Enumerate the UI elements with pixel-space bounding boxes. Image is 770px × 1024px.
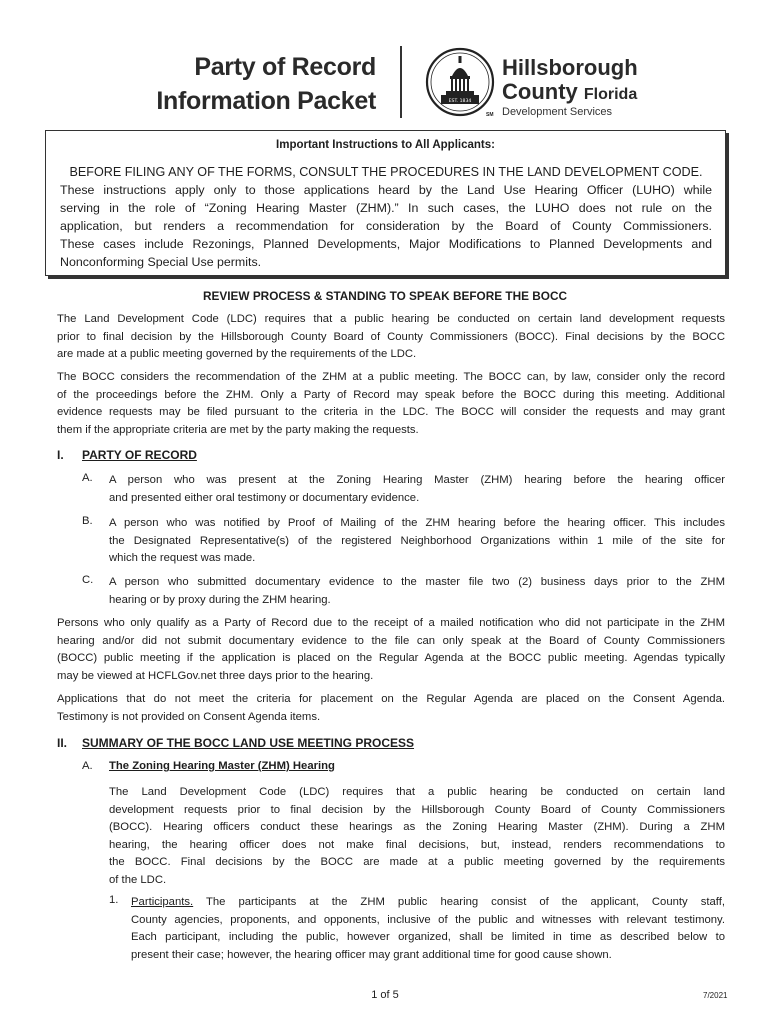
text-line: Each participant, including the public, however organized, shall be limited in time as described below to — [131, 931, 725, 944]
section-2-numeral: II. — [57, 736, 68, 750]
item-b-text — [109, 515, 725, 568]
instructions-line: These instructions apply only to those applications heard by the Land Use Hearing Officer (LUHO) while — [60, 183, 712, 197]
text-line: (BOCC). Hearing officers conduct these hearings as the Zoning Hearing Master (ZHM). During a ZHM — [109, 821, 725, 834]
text-line: of the proceedings before the ZHM. Only a Party of Record may speak before the BOCC during this meeting. Additional — [57, 388, 725, 401]
instructions-line: Nonconforming Special Use permits. — [60, 255, 262, 269]
text-line: the BOCC. Final decisions by the BOCC are made at a public meeting governed by the requirements — [109, 856, 725, 869]
instructions-line: application, but renders a recommendation for consideration by the Board of County Commissioners. — [60, 219, 712, 233]
org-county-line — [502, 80, 637, 107]
text-line: development requests prior to final decision by the Hillsborough County Board of County Commissioners — [109, 803, 725, 816]
text-line: hearing, the hearing officer does not make final decisions, but, instead, renders recommendations to — [109, 838, 725, 851]
text-line: A person who submitted documentary evidence to the master file two (2) business days prior to the ZHM — [109, 576, 725, 588]
text-line: (BOCC) public meeting if the application is placed on the Regular Agenda at the BOCC public meeting. Agendas typically — [57, 652, 725, 665]
section-2-title: SUMMARY OF THE BOCC LAND USE MEETING PROCESS — [82, 736, 415, 750]
section-1-numeral: I. — [57, 448, 64, 462]
party-notice-paragraph — [57, 615, 725, 685]
document-title — [120, 50, 376, 118]
org-department: Development Services — [502, 106, 613, 118]
county-seal-logo-icon — [424, 46, 496, 118]
text-line: Persons who only qualify as a Party of Record due to the receipt of a mailed notification who did not participate in the ZHM — [57, 617, 725, 629]
text-line: and presented either oral testimony or documentary evidence. — [109, 491, 420, 504]
text-line: The Land Development Code (LDC) requires that a public hearing be conducted on certain land development requests — [57, 313, 725, 325]
text-line: A person who was notified by Proof of Mailing of the ZHM hearing before the hearing officer. This includes — [109, 517, 725, 529]
zhm-hearing-paragraph — [109, 784, 725, 890]
participants-paragraph — [131, 894, 725, 964]
participants-label: Participants. — [131, 896, 194, 908]
org-state: Florida — [583, 86, 638, 103]
text-line: hearing and/or did not submit documentary evidence to the file can only speak at the Board of County Commissioners — [57, 634, 725, 647]
org-county: County — [502, 79, 578, 104]
text-line: of the LDC. — [109, 873, 167, 886]
instructions-line: BEFORE FILING ANY OF THE FORMS, CONSULT THE PROCEDURES IN THE LAND DEVELOPMENT CODE. — [69, 165, 703, 179]
item-number: 1. — [109, 894, 119, 906]
item-letter: A. — [82, 760, 93, 772]
instructions-line: These cases include Rezonings, Planned Developments, Major Modifications to Planned Developments and — [60, 237, 712, 251]
revision-date: 7/2021 — [703, 991, 728, 1000]
item-letter: B. — [82, 515, 93, 527]
seal-service-mark: SM — [486, 112, 494, 118]
text-line — [131, 894, 725, 912]
instructions-heading: Important Instructions to All Applicants: — [276, 139, 495, 151]
text-line: may be viewed at HCFLGov.net three days prior to the hearing. — [57, 669, 374, 682]
title-line-2: Information Packet — [156, 87, 376, 115]
item-letter: C. — [82, 574, 94, 586]
text-line: present their case; however, the hearing officer may grant additional time for good cause shown. — [131, 948, 612, 961]
text-line: Testimony is not provided on Consent Agenda items. — [57, 710, 321, 723]
review-heading: REVIEW PROCESS & STANDING TO SPEAK BEFORE THE BOCC — [203, 289, 567, 303]
header-divider — [400, 46, 402, 118]
item-a-text — [109, 472, 725, 507]
text-line: The BOCC considers the recommendation of the ZHM at a public meeting. The BOCC can, by law, consider only the record — [57, 371, 725, 383]
title-line-1: Party of Record — [194, 53, 376, 81]
org-name: Hillsborough — [502, 55, 638, 80]
instructions-line: serving in the role of “Zoning Hearing Master (ZHM).” In such cases, the LUHO does not rule on the — [60, 201, 712, 215]
review-paragraph-2 — [57, 369, 725, 439]
instructions-box — [45, 130, 726, 276]
text-line: The Land Development Code (LDC) requires that a public hearing be conducted on certain land — [109, 786, 725, 798]
item-letter: A. — [82, 472, 93, 484]
item-c-text — [109, 574, 725, 609]
text-line: which the request was made. — [109, 552, 256, 565]
text-line: the Designated Representative(s) of the registered Neighborhood Organizations within 1 mile of the site for — [109, 534, 725, 547]
section-1-title: PARTY OF RECORD — [82, 448, 197, 462]
seal-text: EST. 1834 — [448, 99, 472, 104]
consent-agenda-paragraph — [57, 691, 725, 726]
text-line: Applications that do not meet the criteria for placement on the Regular Agenda are placed on the Consent Agenda. — [57, 693, 725, 705]
text-line: are made at a public meeting governed by the requirements of the LDC. — [57, 348, 417, 361]
text-line: them if the appropriate criteria are met by the party making the requests. — [57, 423, 419, 436]
zhm-hearing-subtitle: The Zoning Hearing Master (ZHM) Hearing — [109, 760, 335, 772]
participants-first-line: The participants at the ZHM public hearing consist of the applicant, County staff, — [193, 896, 725, 908]
page-number: 1 of 5 — [371, 989, 399, 1001]
text-line: County agencies, proponents, and opponents, inclusive of the public and witnesses with relevant testimony. — [131, 913, 725, 926]
text-line: A person who was present at the Zoning Hearing Master (ZHM) hearing before the hearing officer — [109, 474, 725, 486]
text-line: hearing or by proxy during the ZHM hearing. — [109, 593, 331, 606]
text-line: prior to final decision by the Hillsborough County Board of County Commissioners (BOCC). Final decisions by the BOCC — [57, 330, 725, 343]
review-paragraph-1 — [57, 311, 725, 364]
text-line: evidence requests may be filed pursuant to the criteria in the LDC. The BOCC will consider the requests and may grant — [57, 406, 725, 419]
